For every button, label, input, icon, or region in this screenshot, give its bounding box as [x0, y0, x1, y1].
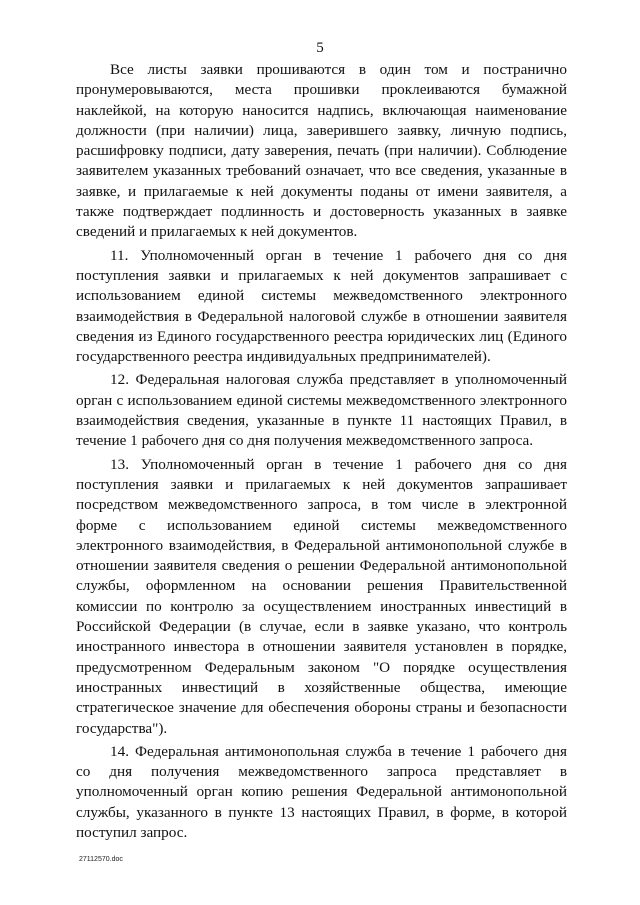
document-body: [76, 60, 567, 846]
paragraph-13: 13. Уполномоченный орган в течение 1 рабочего дня со дня поступления заявки и прилагаемых к ней документов запрашивает посредством межведомственного запроса, в том числе в электронной форме с использованием единой системы межведомственного электронного взаимодействия, в Федеральной антимонопольной службе в отношении заявителя сведения о решении Федеральной антимонопольной службы, оформленном на основании решения Правительственной комиссии по контролю за осуществлением иностранных инвестиций в Российской Федерации (в случае, если в заявке указано, что контроль иностранного инвестора в отношении заявителя установлен в порядке, предусмотренном Федеральным законом "О порядке осуществления иностранных инвестиций в хозяйственные общества, имеющие стратегическое значение для обеспечения обороны страны и безопасности государства").: [76, 455, 567, 737]
footer-file-code: 27112570.doc: [79, 856, 123, 863]
paragraph-14: 14. Федеральная антимонопольная служба в течение 1 рабочего дня со дня получения межведомственного запроса представляет в уполномоченный орган копию решения Федеральной антимонопольной службы, указанного в пункте 13 настоящих Правил, в форме, в которой поступил запрос.: [76, 742, 567, 841]
paragraph-12: 12. Федеральная налоговая служба представляет в уполномоченный орган с использованием единой системы межведомственного электронного взаимодействия сведения, указанные в пункте 11 настоящих Правил, в течение 1 рабочего дня со дня получения межведомственного запроса.: [76, 371, 567, 450]
paragraph-sheets-binding: Все листы заявки прошиваются в один том и постранично пронумеровываются, места прошивки проклеиваются бумажной наклейкой, на которую наносится надпись, включающая наименование должности (при наличии) лица, заверившего заявку, личную подпись, расшифровку подписи, дату заверения, печать (при наличии). Соблюдение заявителем указанных требований означает, что все сведения, указанные в заявке, и прилагаемые к ней документы поданы от имени заявителя, а также подтверждает подлинность и достоверность указанных в заявке сведений и прилагаемых к ней документов.: [76, 61, 567, 241]
paragraph-11: 11. Уполномоченный орган в течение 1 рабочего дня со дня поступления заявки и прилагаемых к ней документов запрашивает с использованием единой системы межведомственного электронного взаимодействия в Федеральной налоговой службе в отношении заявителя сведения из Единого государственного реестра юридических лиц (Единого государственного реестра индивидуальных предпринимателей).: [76, 246, 567, 366]
page-number: 5: [316, 40, 324, 56]
